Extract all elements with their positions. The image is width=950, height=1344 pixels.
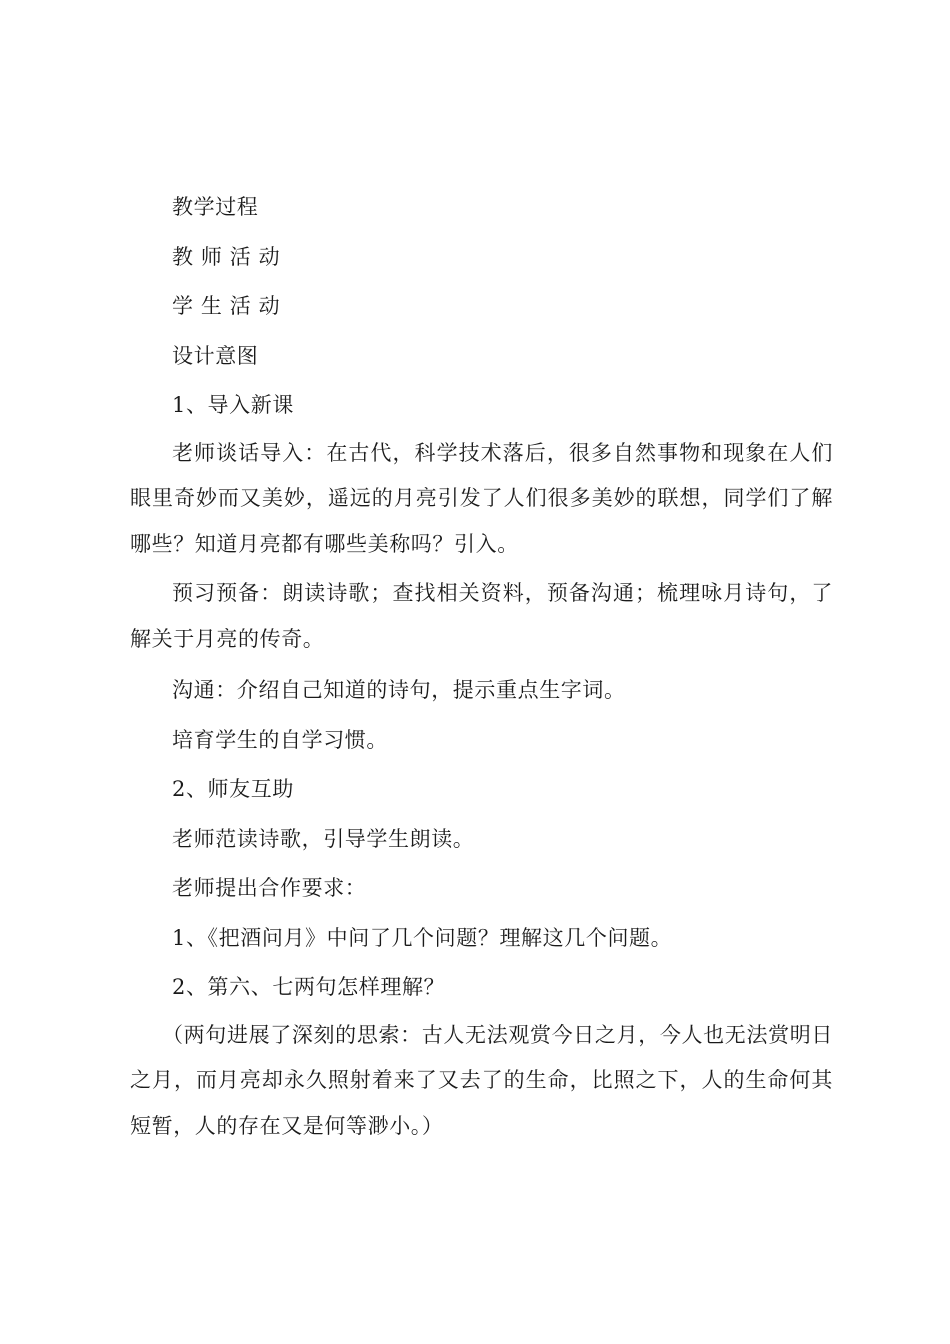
section-2-title: 2、师友互助 <box>172 777 294 801</box>
heading-teaching-process: 教学过程 <box>172 195 259 219</box>
question-2: 2、第六、七两句怎样理解？ <box>172 975 446 999</box>
communicate-line: 沟通：介绍自己知道的诗句，提示重点生字词。 <box>172 678 626 702</box>
cultivate-line: 培育学生的自学习惯。 <box>172 727 388 752</box>
intro-paragraph: 老师谈话导入：在古代，科学技术落后，很多自然事物和现象在人们眼里奇妙而又美妙，遥远的月亮引发了人们很多美妙的联想，同学们了解哪些？知道月亮都有哪些美称吗？引入。 <box>130 440 833 556</box>
heading-teacher-activity: 教 师 活 动 <box>172 244 281 269</box>
question-1: 1、《把酒问月》中问了几个问题？理解这几个问题。 <box>172 925 673 950</box>
document-body <box>130 183 833 1149</box>
preview-paragraph: 预习预备：朗读诗歌；查找相关资料，预备沟通；梳理咏月诗句，了解关于月亮的传奇。 <box>130 581 833 651</box>
section-1-title: 1、导入新课 <box>172 393 294 417</box>
heading-design-intent: 设计意图 <box>172 343 259 368</box>
requirement-line: 老师提出合作要求： <box>172 876 367 900</box>
explanation-paragraph: （两句进展了深刻的思索：古人无法观赏今日之月，今人也无法赏明日之月，而月亮却永久照射着来了又去了的生命，比照之下，人的生命何其短暂，人的存在又是何等渺小。） <box>130 1022 833 1138</box>
heading-student-activity: 学 生 活 动 <box>172 294 281 318</box>
reading-line: 老师范读诗歌，引导学生朗读。 <box>172 826 475 851</box>
